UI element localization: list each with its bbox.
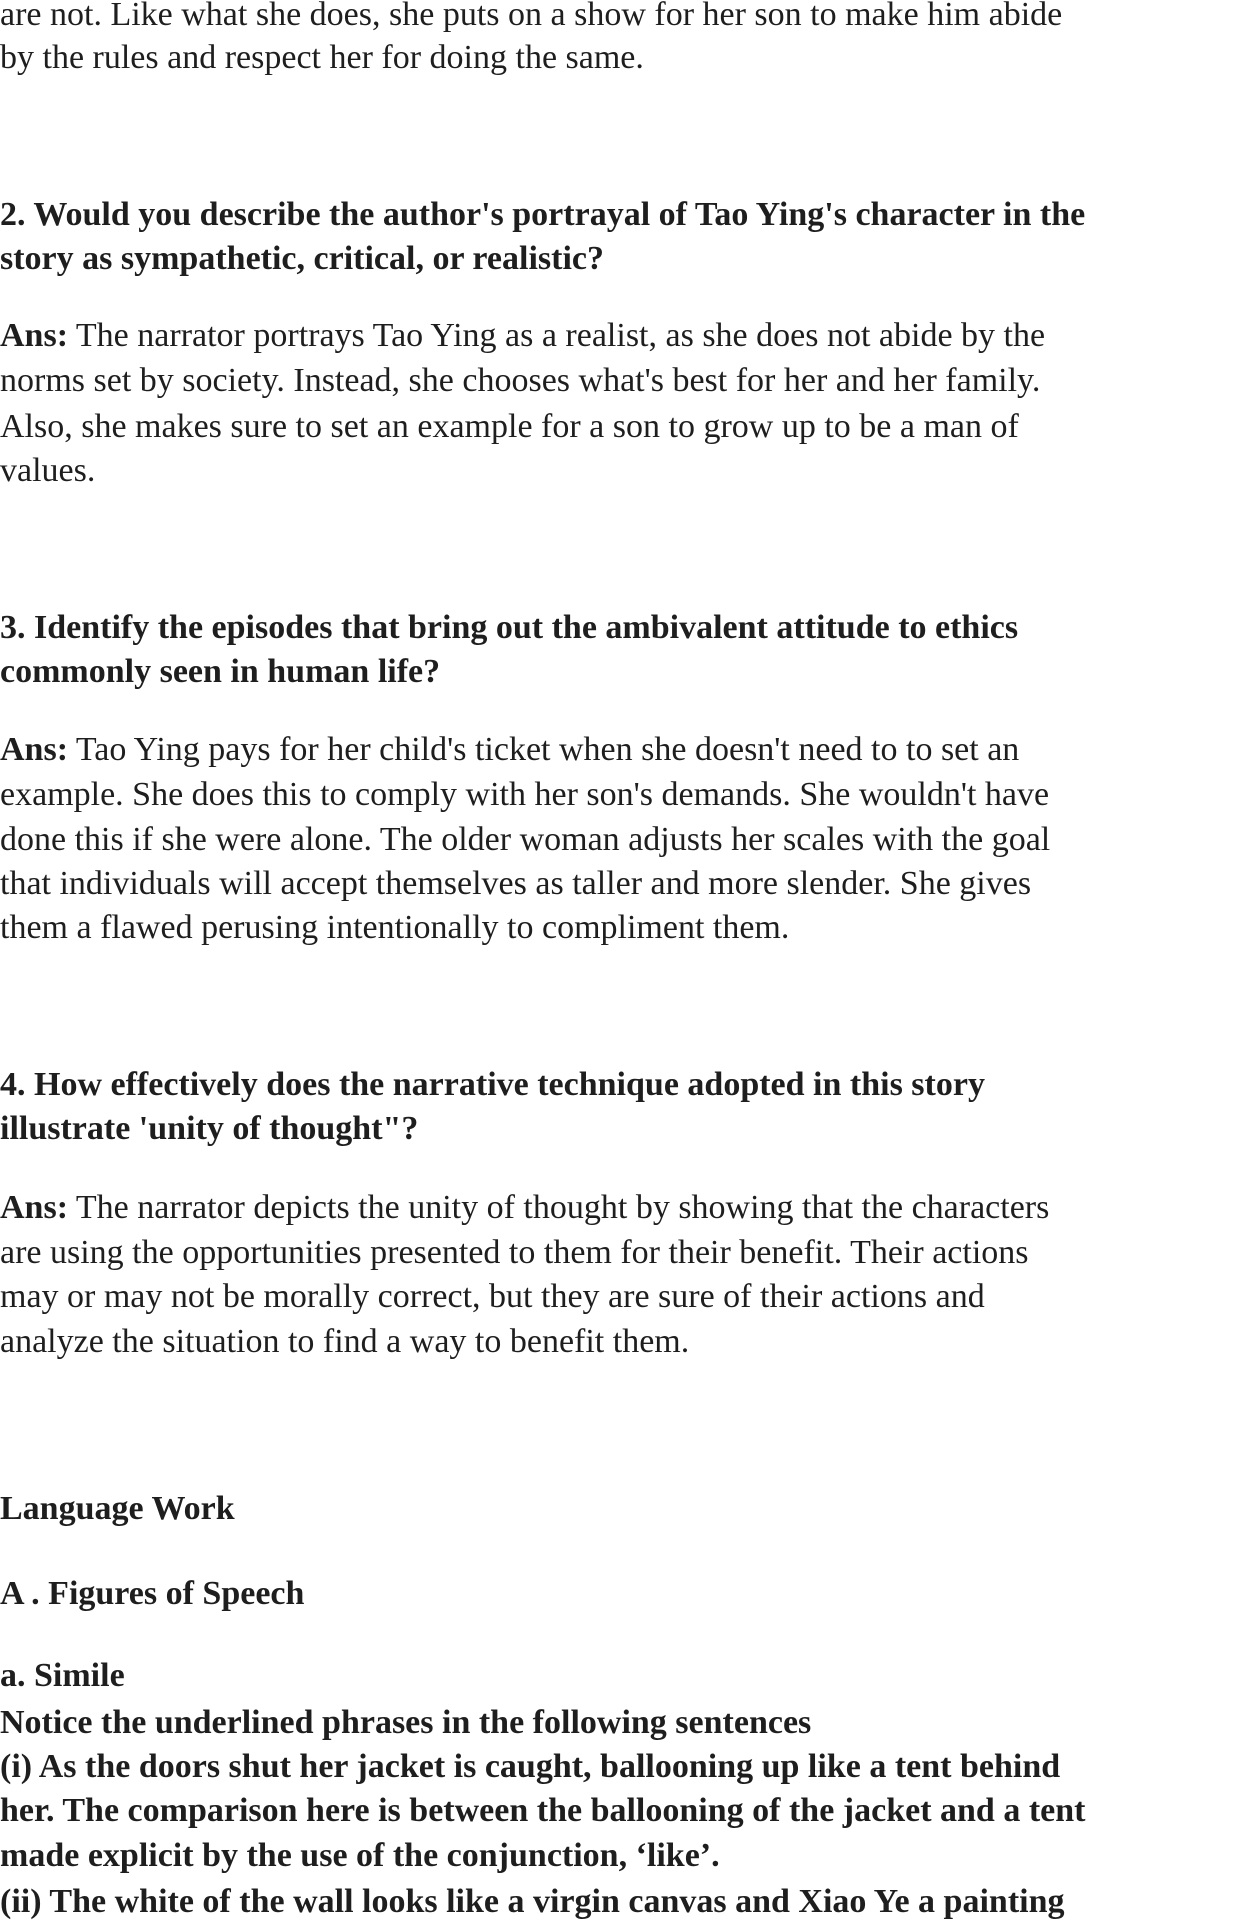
question-2-line: 2. Would you describe the author's portrayal of Tao Ying's character in the	[0, 196, 1086, 233]
simile-line: (i) As the doors shut her jacket is caught, ballooning up like a tent behind	[0, 1748, 1061, 1785]
answer-2-line: values.	[0, 452, 96, 489]
question-4-line: illustrate 'unity of thought"?	[0, 1110, 419, 1147]
simile-line: Notice the underlined phrases in the following sentences	[0, 1704, 812, 1741]
question-2-line: story as sympathetic, critical, or realistic?	[0, 240, 604, 277]
answer-text: Tao Ying pays for her child's ticket when she doesn't need to to set an	[68, 731, 1020, 768]
language-work-heading: Language Work	[0, 1490, 235, 1527]
intro-line: are not. Like what she does, she puts on a show for her son to make him abide	[0, 0, 1063, 33]
simile-line: her. The comparison here is between the ballooning of the jacket and a tent	[0, 1792, 1086, 1829]
answer-3-line: example. She does this to comply with her son's demands. She wouldn't have	[0, 776, 1050, 813]
ans-label: Ans:	[0, 731, 69, 768]
answer-2-line: norms set by society. Instead, she chooses what's best for her and her family.	[0, 362, 1041, 399]
intro-line: by the rules and respect her for doing the same.	[0, 39, 644, 76]
ans-label: Ans:	[0, 1189, 69, 1226]
answer-4-line: are using the opportunities presented to them for their benefit. Their actions	[0, 1234, 1029, 1271]
simile-line: (ii) The white of the wall looks like a virgin canvas and Xiao Ye a painting	[0, 1883, 1065, 1920]
answer-3-line: them a flawed perusing intentionally to compliment them.	[0, 909, 790, 946]
answer-4-line: analyze the situation to find a way to benefit them.	[0, 1323, 690, 1360]
simile-line: made explicit by the use of the conjunction, ‘like’.	[0, 1837, 720, 1874]
question-3-line: commonly seen in human life?	[0, 653, 441, 690]
answer-4-line	[0, 1186, 1049, 1230]
answer-3-line: done this if she were alone. The older woman adjusts her scales with the goal	[0, 821, 1051, 858]
answer-4-line: may or may not be morally correct, but they are sure of their actions and	[0, 1278, 985, 1315]
figures-of-speech-heading: A . Figures of Speech	[0, 1575, 305, 1612]
question-4-line: 4. How effectively does the narrative technique adopted in this story	[0, 1066, 985, 1103]
ans-label: Ans:	[0, 317, 69, 354]
answer-3-line: that individuals will accept themselves as taller and more slender. She gives	[0, 865, 1032, 902]
answer-2-line: Also, she makes sure to set an example for a son to grow up to be a man of	[0, 408, 1019, 445]
answer-text: The narrator depicts the unity of thought by showing that the characters	[68, 1189, 1050, 1226]
answer-2-line	[0, 314, 1045, 358]
simile-heading: a. Simile	[0, 1657, 125, 1694]
question-3-line: 3. Identify the episodes that bring out the ambivalent attitude to ethics	[0, 609, 1019, 646]
answer-3-line	[0, 728, 1019, 772]
answer-text: The narrator portrays Tao Ying as a realist, as she does not abide by the	[68, 317, 1046, 354]
